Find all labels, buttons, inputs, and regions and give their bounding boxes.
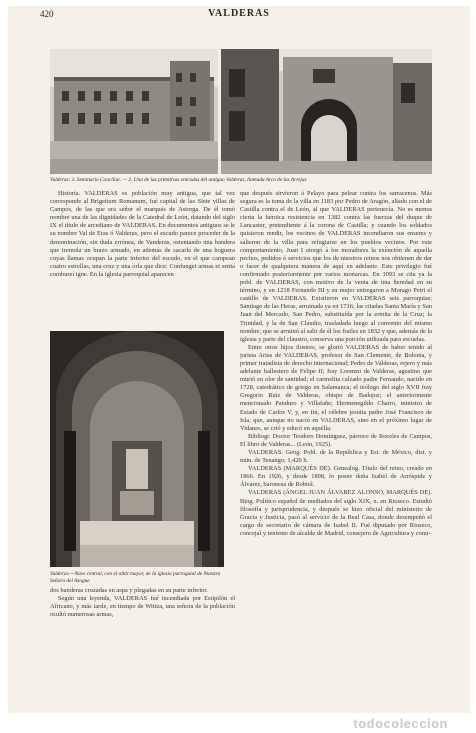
watermark-bar [0, 714, 476, 733]
photo-church-nave [50, 331, 224, 567]
paragraph: Según una leyenda, VALDERAS fué incendiada por Estipilón el Africano, y más tarde, en tiempo de Witiza, una señora de la población ocultó numerosas armas, [50, 595, 235, 619]
left-column-top [50, 190, 235, 328]
page-number: 420 [40, 9, 54, 19]
caption-top: Valderas: 1. Seminario Conciliar. — 2. Una de las primitivas entradas del antiguo Valderas, llamada Arco de las Arrejas [50, 177, 307, 183]
paragraph: Bibliogr. Doctor Teodoro Domínguez, párroco de Roceles de Campos, El libro de Valderas... (León, 1925). [240, 432, 432, 448]
paragraph: que después sirvieron á Pelayo para pelear contra los sarracenos. Más segura es la toma de la villa en 1183 por Pedro de Aragón, aliado con el de Castilla contra el de León, al que VALDERAS pertenecía. No es menos cierta la heroica resistencia en 1382 contra las fuerzas del duque de Lancaster, pretendiente á la corona de Castilla; y cuando los soldados quisieron rendir, los vecinos de VALDERAS incendiaron sus enseres y salieron de la villa para refugiarse en los pueblos vecinos. Por este comportamiento, Juan I otorgó á los moradores la exención de aquella pechos, pedidos ó servicios que los de nuestros reinos nos obtienen de dar o facer de qualquiera manera de aquí en adelante. Este privilegio fué confirmado posteriormente por varios monarcas. En 1093 se cita ya la pobl. de VALDERAS, con motivo de la venta de una heredad en su término, y en 1218 Fernando III y su mujer entregaron a Morago Petri el castillo de VALDERAS. Existieron en VALDERAS seis parroquias: Santiago de las Heras, arruinada ya en 1716; las citadas Santa María y San Juan del Mercado, San Pedro, substituída por la ermita de la Cruz; la Trinidad, y la de San Claudio, trasladada luego al convento del mismo nombre, que se arruinó al salir de él los frailes en 1832 y que, además de la iglesia y parte del claustro, conserva una porción utilizada para escuelas. [240, 190, 432, 343]
left-column-bottom [50, 587, 235, 712]
right-column [240, 190, 432, 710]
watermark: todocoleccion [353, 716, 448, 731]
page-header [8, 6, 470, 24]
photo-seminario [50, 49, 218, 174]
book-page [8, 6, 470, 713]
running-head: VALDERAS [208, 8, 270, 19]
paragraph: VALDERAS (ÁNGEL JUAN ÁLVAREZ ALONSO, MARQUÉS DE). Biog. Político español de mediados del siglo XIX, n. en Rioseco. Estudió filosofía y jurisprudencia, y después se hizo oficial del ministerio de Gracia y Justicia, pasó al servicio de la Real Casa, donde desempeñó el cargo de secretario de cámara de Isabel II. Fué diputado por Rioseco, concejal y teniente de alcalde de Madrid, consejero de Agricultura y comi- [240, 489, 432, 537]
photo-arco [221, 49, 432, 174]
paragraph: VALDERAS (MARQUÉS DE). Genealog. Título del reino, creado en 1866. En 1926, y desde 1898, lo posee doña Isabel de Arróspide y Álvarez, baronesa de Robiol. [240, 465, 432, 489]
seminario-image [50, 49, 218, 174]
paragraph: Historia. VALDERAS es población muy antigua, que tal vez corresponde al Brigetium Romanum, fué capital de las Siete villas de Campos, de las que era señor el marqués de Astorga. De él tomó nombre una de las dignidades de la Catedral de León, datando del siglo IX el título de arcediano de VALDERAS. En documentos antiguos se le su nombre Val de Eras ó Valderas, pero el escudo parece proceder de la denominación, sin duda errónea, de Vanderas, ostentando una bandera que tremola un brazo armado, en además de sacarla de una hoguera cuyas llamas ocupan la parte inferior del escudo, en el que campean cuatro estrellas, una cruz y una orla que dice: Confunget armas et senta combureí igne. En la iglesia parroquial aparecen [50, 190, 235, 278]
paragraph: dos banderas cruzadas en aspa y plegadas en su parte inferior. [50, 587, 208, 594]
church-interior-image [50, 331, 224, 567]
paragraph: Entre otros hijos ilustres, se glorió VALDERAS de haber tenido al jurista Arias de VALDERAS, profesor de San Clemente, de Bolonia, y primer tratadista de derecho internacional; Pedro de Valderas, rejero y más adelante ballestero de Felipe II; fray Lorenzo de Valderas, agustino que murió en olor de santidad; el carmelita calzado padre Fernando, nacido en 1728, catedrático de griego en Salamanca; el teólogo del siglo XVII fray Gregorio Ruiz de Valderas, obispo de Badajoz; el anteriormente mencionado Panduro y Villafañe; Hermenegildo Charro, ministro de Estado de Carlos V, y, en fin, el célebre jesuita padre José Francisco de Isla, que, aunque no nació en VALDERAS, sino en el próximo lugar de Vidanes, se crió y educó en aquélla. [240, 343, 432, 432]
paragraph: VALDERAS. Geog. Pobl. de la República y Est. de México, dist. y mun. de Tenango; 1,420 h. [240, 449, 432, 465]
caption-middle: Valderas.—Nave central, con el altar mayor, de la iglesia parroquial de Nuestra Señora del Azogue [50, 571, 221, 584]
arco-image [221, 49, 432, 174]
